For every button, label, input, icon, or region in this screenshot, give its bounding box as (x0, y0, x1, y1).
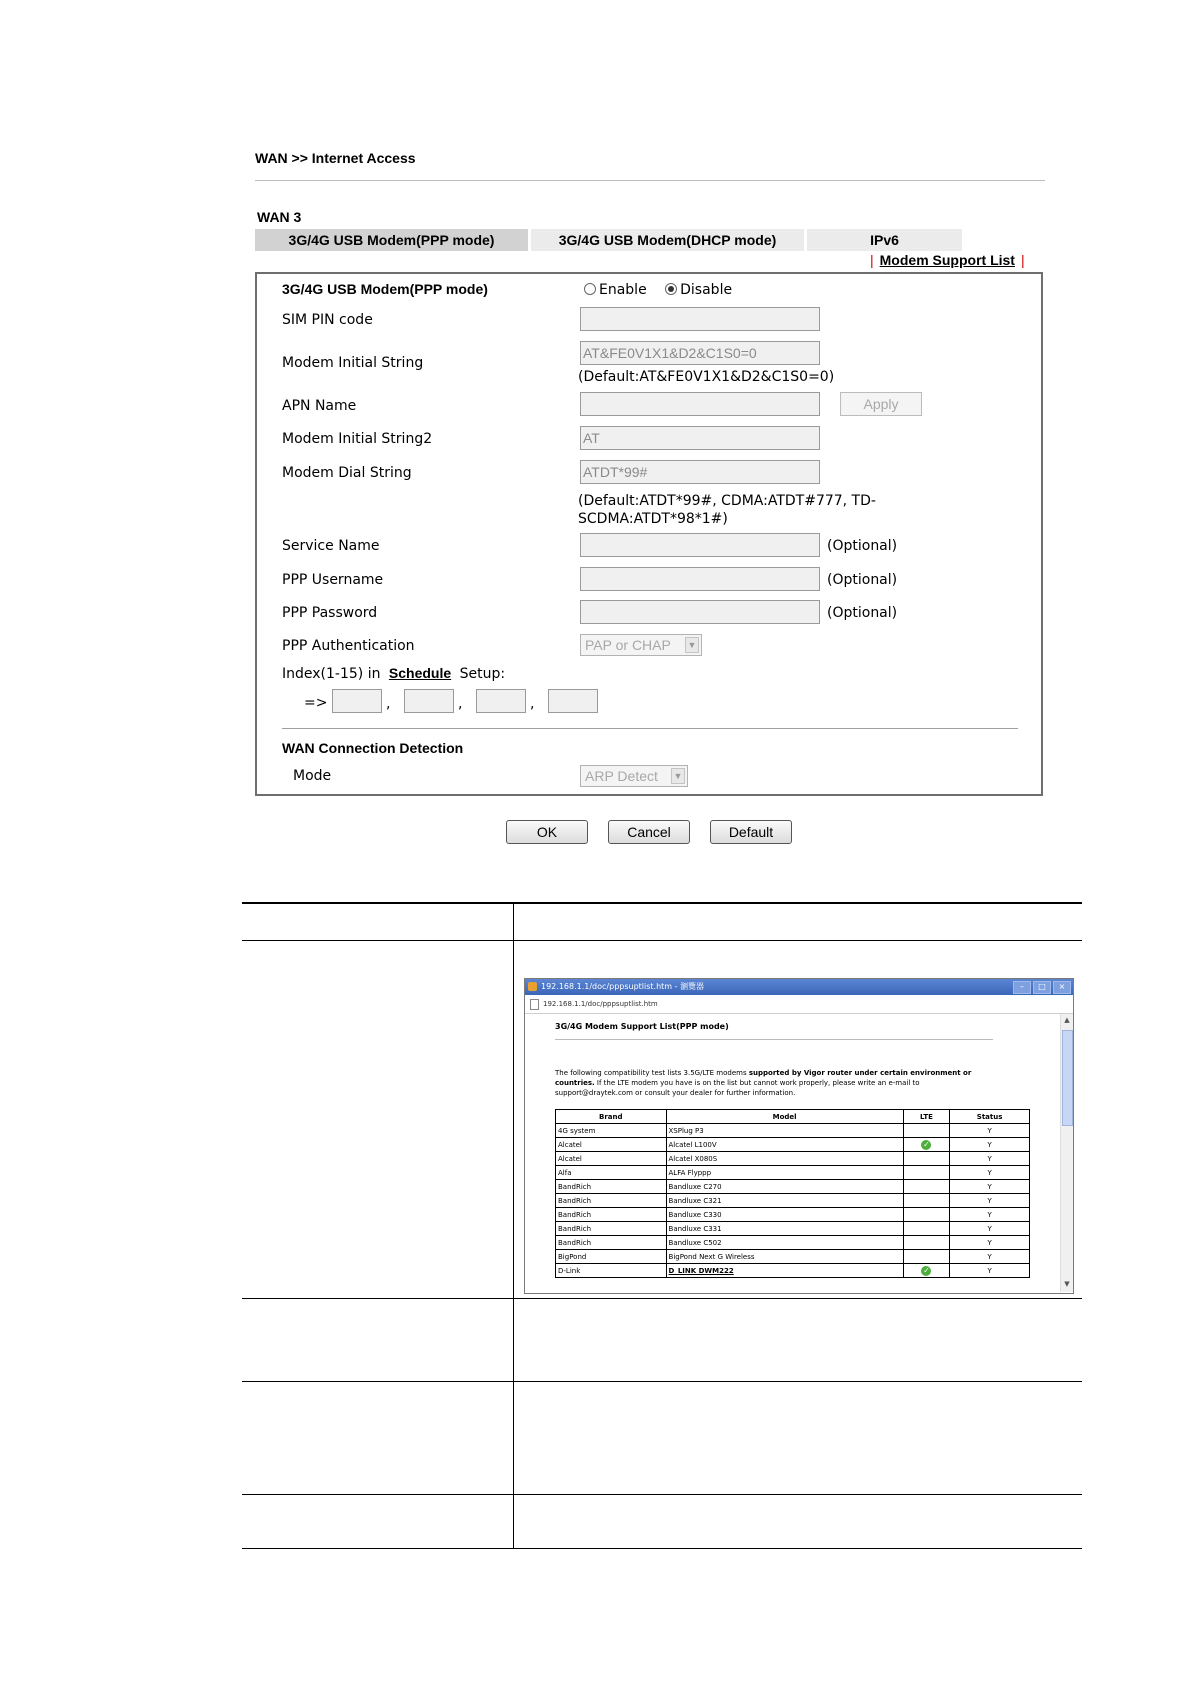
divider (555, 1039, 993, 1040)
dial-default-line1: (Default:ATDT*99#, CDMA:ATDT#777, TD- (578, 493, 876, 509)
cell-lte (903, 1222, 950, 1236)
schedule-index-3[interactable] (476, 689, 526, 713)
ppp-password-input[interactable] (580, 600, 820, 624)
index-prefix: Index(1-15) in (282, 666, 381, 682)
enable-radio[interactable] (584, 282, 647, 298)
index-suffix: Setup: (459, 666, 506, 682)
cell-status: Y (950, 1236, 1030, 1250)
cell-status: Y (950, 1138, 1030, 1152)
breadcrumb: WAN >> Internet Access (255, 150, 416, 166)
dial-string-label: Modem Dial String (282, 465, 412, 481)
popup-address: 192.168.1.1/doc/pppsuptlist.htm (543, 1000, 658, 1008)
modem-support-popup (524, 978, 1074, 1294)
schedule-index-1[interactable] (332, 689, 382, 713)
table-row (556, 1152, 1030, 1166)
popup-body (525, 1014, 1073, 1292)
cell-brand: 4G system (556, 1124, 667, 1138)
enable-radio-group (584, 282, 732, 298)
tab-ppp-mode[interactable]: 3G/4G USB Modem(PPP mode) (255, 229, 528, 251)
tab-ipv6[interactable]: IPv6 (807, 229, 962, 251)
cell-lte (903, 1236, 950, 1250)
cell-status: Y (950, 1250, 1030, 1264)
cell-status: Y (950, 1180, 1030, 1194)
comma: , (530, 696, 535, 712)
table-row (556, 1180, 1030, 1194)
schedule-link[interactable]: Schedule (388, 665, 452, 681)
dial-string-input[interactable]: ATDT*99# (580, 460, 820, 484)
cell-lte (903, 1208, 950, 1222)
table-top-border (242, 902, 1082, 904)
init-string-default: (Default:AT&FE0V1X1&D2&C1S0=0) (578, 369, 835, 385)
ppp-password-label: PPP Password (282, 605, 378, 621)
ppp-auth-value: PAP or CHAP (585, 637, 671, 653)
divider (255, 180, 1045, 181)
cell-status: Y (950, 1152, 1030, 1166)
sim-pin-input[interactable] (580, 307, 820, 331)
table-row-border (242, 1494, 1082, 1495)
cell-brand: BandRich (556, 1208, 667, 1222)
modem-support-list-link[interactable]: Modem Support List (879, 252, 1015, 268)
radio-icon (584, 283, 596, 295)
schedule-index-2[interactable] (404, 689, 454, 713)
cell-lte (903, 1124, 950, 1138)
close-icon[interactable]: × (1053, 981, 1071, 994)
cell-model: Alcatel X080S (666, 1152, 903, 1166)
check-icon: ✓ (923, 1265, 930, 1275)
scroll-down-icon[interactable]: ▼ (1064, 1280, 1070, 1288)
desc-part: If the LTE modem you have is on the list but cannot work properly, please write an e-mail to support@draytek.com or consult your dealer for further information. (555, 1079, 920, 1097)
comma: , (386, 696, 391, 712)
tab-dhcp-mode[interactable]: 3G/4G USB Modem(DHCP mode) (531, 229, 804, 251)
schedule-index-4[interactable] (548, 689, 598, 713)
index-schedule-row (282, 665, 505, 682)
table-bottom-border (242, 1548, 1082, 1549)
cell-lte (903, 1194, 950, 1208)
cell-model: Bandluxe C502 (666, 1236, 903, 1250)
cell-status: Y (950, 1124, 1030, 1138)
table-row (556, 1222, 1030, 1236)
table-row (556, 1264, 1030, 1278)
mode-label: Mode (293, 768, 332, 784)
chevron-down-icon: ▼ (671, 768, 685, 784)
table-row (556, 1124, 1030, 1138)
cell-lte (903, 1166, 950, 1180)
desc-part: The following compatibility test lists 3.5G/LTE modems (555, 1069, 749, 1077)
wan-detect-title: WAN Connection Detection (282, 740, 464, 756)
cell-model: Alcatel L100V (666, 1138, 903, 1152)
chevron-down-icon: ▼ (685, 637, 699, 653)
desc-bold: supported by Vigor router under certain environment or countries. (555, 1069, 972, 1087)
table-row (556, 1250, 1030, 1264)
col-lte: LTE (903, 1110, 950, 1124)
table-row (556, 1138, 1030, 1152)
service-name-label: Service Name (282, 538, 380, 554)
ppp-password-optional: (Optional) (827, 605, 898, 621)
popup-address-bar[interactable] (525, 995, 1073, 1014)
default-button[interactable]: Default (710, 820, 792, 844)
mode-title: 3G/4G USB Modem(PPP mode) (282, 281, 488, 297)
check-icon: ✓ (923, 1139, 930, 1149)
divider (282, 728, 1018, 729)
cell-lte (903, 1250, 950, 1264)
table-column-divider (513, 903, 514, 1548)
apply-button[interactable]: Apply (840, 392, 922, 416)
minimize-icon[interactable]: – (1013, 981, 1031, 994)
scrollbar[interactable] (1060, 1014, 1073, 1292)
cell-model: BigPond Next G Wireless (666, 1250, 903, 1264)
disable-radio[interactable] (665, 282, 732, 298)
cell-model: Bandluxe C321 (666, 1194, 903, 1208)
cell-brand: D-Link (556, 1264, 667, 1278)
ok-button[interactable]: OK (506, 820, 588, 844)
cell-brand: BigPond (556, 1250, 667, 1264)
ppp-username-label: PPP Username (282, 572, 384, 588)
col-status: Status (950, 1110, 1030, 1124)
apn-label: APN Name (282, 398, 357, 414)
cell-model: ALFA Flyppp (666, 1166, 903, 1180)
cell-brand: BandRich (556, 1222, 667, 1236)
browser-icon (528, 982, 537, 991)
init-string-label: Modem Initial String (282, 355, 424, 371)
table-row (556, 1166, 1030, 1180)
maximize-icon[interactable]: □ (1033, 981, 1051, 994)
detect-mode-select[interactable] (580, 765, 688, 787)
table-row-border (242, 1381, 1082, 1382)
service-name-optional: (Optional) (827, 538, 898, 554)
popup-description (555, 1068, 995, 1098)
section-title: WAN 3 (257, 209, 302, 225)
arrow-text: => (304, 695, 328, 711)
cell-lte (903, 1138, 950, 1152)
scroll-up-icon[interactable]: ▲ (1064, 1016, 1070, 1024)
table-row-border (242, 940, 1082, 941)
cancel-button[interactable]: Cancel (608, 820, 690, 844)
cell-brand: BandRich (556, 1194, 667, 1208)
table-row (556, 1236, 1030, 1250)
col-brand: Brand (556, 1110, 667, 1124)
init-string-input[interactable]: AT&FE0V1X1&D2&C1S0=0 (580, 341, 820, 365)
table-row (556, 1208, 1030, 1222)
dial-default-line2: SCDMA:ATDT*98*1#) (578, 511, 728, 527)
cell-lte (903, 1180, 950, 1194)
ppp-username-input[interactable] (580, 567, 820, 591)
cell-status: Y (950, 1264, 1030, 1278)
cell-model: Bandluxe C270 (666, 1180, 903, 1194)
cell-model[interactable]: D_LINK DWM222 (666, 1264, 903, 1278)
modem-support-table (555, 1109, 1030, 1278)
apn-input[interactable] (580, 392, 820, 416)
popup-window-title: 192.168.1.1/doc/pppsuptlist.htm - 瀏覽器 (541, 982, 705, 991)
cell-brand: Alcatel (556, 1138, 667, 1152)
cell-status: Y (950, 1222, 1030, 1236)
detect-mode-value: ARP Detect (585, 768, 658, 784)
init-string2-label: Modem Initial String2 (282, 431, 433, 447)
cell-lte (903, 1152, 950, 1166)
separator: | (1020, 252, 1025, 268)
comma: , (458, 696, 463, 712)
cell-brand: Alfa (556, 1166, 667, 1180)
disable-label: Disable (680, 282, 733, 298)
enable-label: Enable (599, 282, 647, 298)
ppp-username-optional: (Optional) (827, 572, 898, 588)
cell-lte (903, 1264, 950, 1278)
service-name-input[interactable] (580, 533, 820, 557)
scroll-thumb[interactable] (1062, 1030, 1073, 1126)
cell-brand: BandRich (556, 1180, 667, 1194)
popup-title: 3G/4G Modem Support List(PPP mode) (555, 1022, 729, 1031)
cell-model: Bandluxe C330 (666, 1208, 903, 1222)
table-header-row (556, 1110, 1030, 1124)
cell-status: Y (950, 1208, 1030, 1222)
popup-titlebar (525, 979, 1073, 995)
init-string2-input[interactable]: AT (580, 426, 820, 450)
cell-brand: Alcatel (556, 1152, 667, 1166)
ppp-auth-select[interactable] (580, 634, 702, 656)
modem-support-nav (870, 252, 1025, 268)
separator: | (870, 252, 874, 268)
sim-pin-label: SIM PIN code (282, 312, 373, 328)
cell-brand: BandRich (556, 1236, 667, 1250)
radio-selected-icon (665, 283, 677, 295)
table-row-border (242, 1298, 1082, 1299)
cell-status: Y (950, 1194, 1030, 1208)
page-icon (530, 999, 539, 1010)
col-model: Model (666, 1110, 903, 1124)
cell-model: Bandluxe C331 (666, 1222, 903, 1236)
cell-status: Y (950, 1166, 1030, 1180)
ppp-auth-label: PPP Authentication (282, 638, 415, 654)
cell-model: XSPlug P3 (666, 1124, 903, 1138)
table-row (556, 1194, 1030, 1208)
